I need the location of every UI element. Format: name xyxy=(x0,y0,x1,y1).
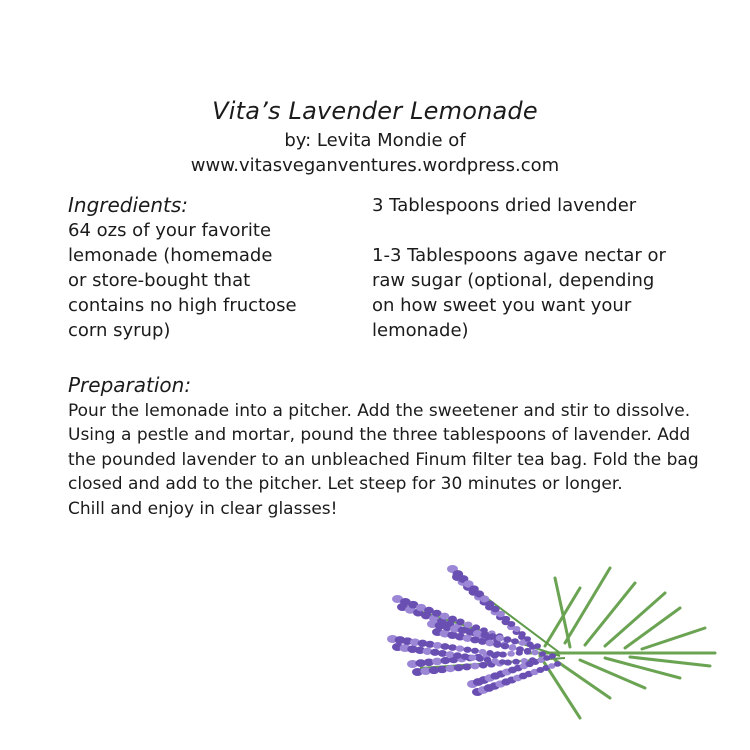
lavender-bud xyxy=(481,632,490,639)
byline xyxy=(0,128,750,178)
author-line: by: Levita Mondie of xyxy=(284,130,466,151)
website-link: www.vitasveganventures.wordpress.com xyxy=(190,155,560,176)
preparation-line: Pour the lemonade into a pitcher. Add the sweetener and stir to dissolve. xyxy=(68,400,691,421)
spacer xyxy=(372,218,692,243)
lavender-bud xyxy=(526,642,533,648)
lavender-bud xyxy=(440,613,449,620)
lavender-bud xyxy=(508,621,516,627)
preparation-line: Chill and enjoy in clear glasses! xyxy=(68,498,338,519)
lavender-bud xyxy=(493,641,502,648)
preparation-line: Using a pestle and mortar, pound the three tablespoons of lavender. Add xyxy=(68,425,691,445)
lavender-bud xyxy=(508,645,516,651)
lavender-bud xyxy=(516,646,524,652)
ingredients-heading: Ingredients: xyxy=(68,193,189,217)
lavender-bud xyxy=(471,663,480,670)
lavender-bud xyxy=(497,611,505,617)
lavender-bud xyxy=(461,653,469,659)
lavender-bud xyxy=(499,659,506,665)
lavender-bud xyxy=(524,648,532,654)
lavender-bud xyxy=(456,619,465,626)
lavender-bud xyxy=(454,664,464,671)
lavender-bud xyxy=(511,638,519,644)
recipe-title: Vita’s Lavender Lemonade xyxy=(212,97,538,125)
lavender-bud xyxy=(448,644,457,651)
lavender-bud xyxy=(491,658,498,664)
ingredient-line: or store-bought that xyxy=(68,270,251,291)
lavender-bud xyxy=(471,648,479,654)
lavender-bud xyxy=(445,665,455,672)
ingredient-sweetener-line: 1-3 Tablespoons agave nectar or xyxy=(372,245,666,266)
lavender-bud xyxy=(554,661,561,667)
preparation-line: the pounded lavender to an unbleached Finum filter tea bag. Fold the bag xyxy=(68,449,699,470)
lavender-bud xyxy=(503,637,511,643)
preparation-heading: Preparation: xyxy=(68,373,192,397)
ingredient-line: contains no high fructose xyxy=(68,295,297,316)
lavender-bud xyxy=(531,650,538,656)
lavender-bud xyxy=(513,626,521,632)
ingredient-lavender: 3 Tablespoons dried lavender xyxy=(372,195,637,216)
ingredient-sweetener-line: on how sweet you want your xyxy=(372,295,632,316)
preparation-section xyxy=(68,373,728,521)
lavender-bud xyxy=(476,656,484,662)
lavender-bud xyxy=(462,663,471,670)
preparation-line: closed and add to the pitcher. Let steep for 30 minutes or longer. xyxy=(68,474,623,494)
ingredient-line: corn syrup) xyxy=(68,320,171,341)
lavender-bud xyxy=(496,635,504,641)
lavender-bud xyxy=(534,643,541,649)
ingredient-line: lemonade (homemade xyxy=(68,245,273,266)
rosemary-leaves xyxy=(530,568,715,718)
ingredients-left-column xyxy=(68,193,328,343)
lavender-bud xyxy=(456,645,464,651)
lavender-bud xyxy=(502,616,510,622)
lavender-bud xyxy=(468,655,476,661)
lavender-bud xyxy=(440,657,450,664)
lavender-bud xyxy=(549,653,556,659)
lavender-bud xyxy=(484,657,492,663)
ingredient-line: 64 ozs of your favorite xyxy=(68,220,272,241)
lavender-bud xyxy=(479,662,488,669)
lavender-bud xyxy=(479,649,487,655)
ingredients-right-column xyxy=(372,193,692,343)
lavender-bud xyxy=(507,651,515,657)
ingredient-sweetener-line: lemonade) xyxy=(372,320,469,341)
lavender-bud xyxy=(501,643,509,649)
lavender-sprig-illustration xyxy=(380,548,725,743)
lavender-bud xyxy=(464,621,472,627)
lavender-bud xyxy=(441,643,450,650)
lavender-bud xyxy=(448,616,457,623)
lavender-bud xyxy=(463,647,471,653)
lavender-bud xyxy=(494,651,501,657)
lavender-bud xyxy=(519,631,526,637)
lavender-bud xyxy=(519,640,527,646)
lavender-bud xyxy=(486,650,493,656)
lavender-flowers xyxy=(387,565,561,696)
lavender-bud xyxy=(486,640,495,647)
lavender-bud xyxy=(512,659,520,665)
lavender-bud xyxy=(488,633,497,640)
lavender-bud xyxy=(453,652,462,659)
ingredient-sweetener-line: raw sugar (optional, depending xyxy=(372,270,655,291)
lavender-bud xyxy=(446,651,455,658)
